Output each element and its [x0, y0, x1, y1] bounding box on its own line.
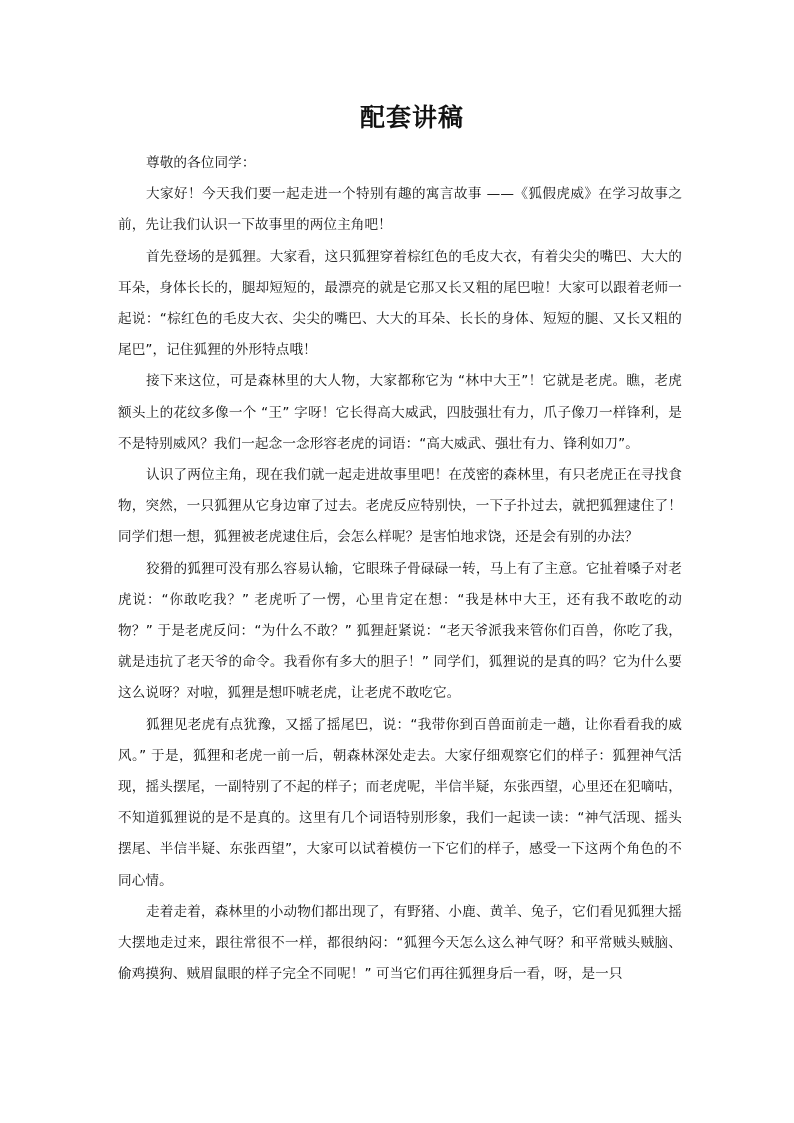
paragraph-intro: 大家好！今天我们要一起走进一个特别有趣的寓言故事 ——《狐假虎威》在学习故事之前，先让我们认识一下故事里的两位主角吧！	[118, 186, 682, 234]
paragraph-walk-together: 狐狸见老虎有点犹豫，又摇了摇尾巴，说：“我带你到百兽面前走一趟，让你看看我的威风。” 于是，狐狸和老虎一前一后，朝森林深处走去。大家仔细观察它们的样子：狐狸神气活现，摇头摆尾，一副特别了不起的样子；而老虎呢，半信半疑，东张西望，心里还在犯嘀咕，不知道狐狸说的是不是真的。这里有几个词语特别形象，我们一起读一读：“神气活现、摇头摆尾、半信半疑、东张西望”，大家可以试着模仿一下它们的样子，感受一下这两个角色的不同心情。	[118, 716, 682, 889]
paragraph-fox-description: 首先登场的是狐狸。大家看，这只狐狸穿着棕红色的毛皮大衣，有着尖尖的嘴巴、大大的耳朵，身体长长的，腿却短短的，最漂亮的就是它那又长又粗的尾巴啦！大家可以跟着老师一起说：“棕红色的毛皮大衣、尖尖的嘴巴、大大的耳朵、长长的身体、短短的腿、又长又粗的尾巴”，记住狐狸的外形特点哦！	[118, 248, 682, 359]
document-title: 配套讲稿	[359, 103, 464, 132]
paragraph-tiger-description: 接下来这位，可是森林里的大人物，大家都称它为 “林中大王”！它就是老虎。瞧，老虎额头上的花纹多像一个 “王” 字呀！它长得高大威武，四肢强壮有力，爪子像刀一样锋利，是不是特别威风？我们一起念一念形容老虎的词语：“高大威武、强壮有力、锋利如刀”。	[118, 373, 682, 452]
paragraph-story-start: 认识了两位主角，现在我们就一起走进故事里吧！在茂密的森林里，有只老虎正在寻找食物，突然，一只狐狸从它身边窜了过去。老虎反应特别快，一下子扑过去，就把狐狸逮住了！同学们想一想，狐狸被老虎逮住后，会怎么样呢？是害怕地求饶，还是会有别的办法？	[118, 467, 682, 546]
document-page	[118, 98, 682, 990]
paragraph-fox-trick: 狡猾的狐狸可没有那么容易认输，它眼珠子骨碌碌一转，马上有了主意。它扯着嗓子对老虎说：“你敢吃我？” 老虎听了一愣，心里肯定在想：“我是林中大王，还有我不敢吃的动物？” 于是老虎反问：“为什么不敢？” 狐狸赶紧说：“老天爷派我来管你们百兽，你吃了我，就是违抗了老天爷的命令。我看你有多大的胆子！” 同学们，狐狸说的是真的吗？它为什么要这么说呀？对啦，狐狸是想吓唬老虎，让老虎不敢吃它。	[118, 560, 682, 702]
paragraph-greeting: 尊敬的各位同学：	[146, 155, 256, 171]
paragraph-animals-appear: 走着走着，森林里的小动物们都出现了，有野猪、小鹿、黄羊、兔子，它们看见狐狸大摇大摆地走过来，跟往常很不一样，都很纳闷：“狐狸今天怎么这么神气呀？和平常贼头贼脑、偷鸡摸狗、贼眉鼠眼的样子完全不同呢！” 可当它们再往狐狸身后一看，呀，是一只	[118, 903, 682, 983]
